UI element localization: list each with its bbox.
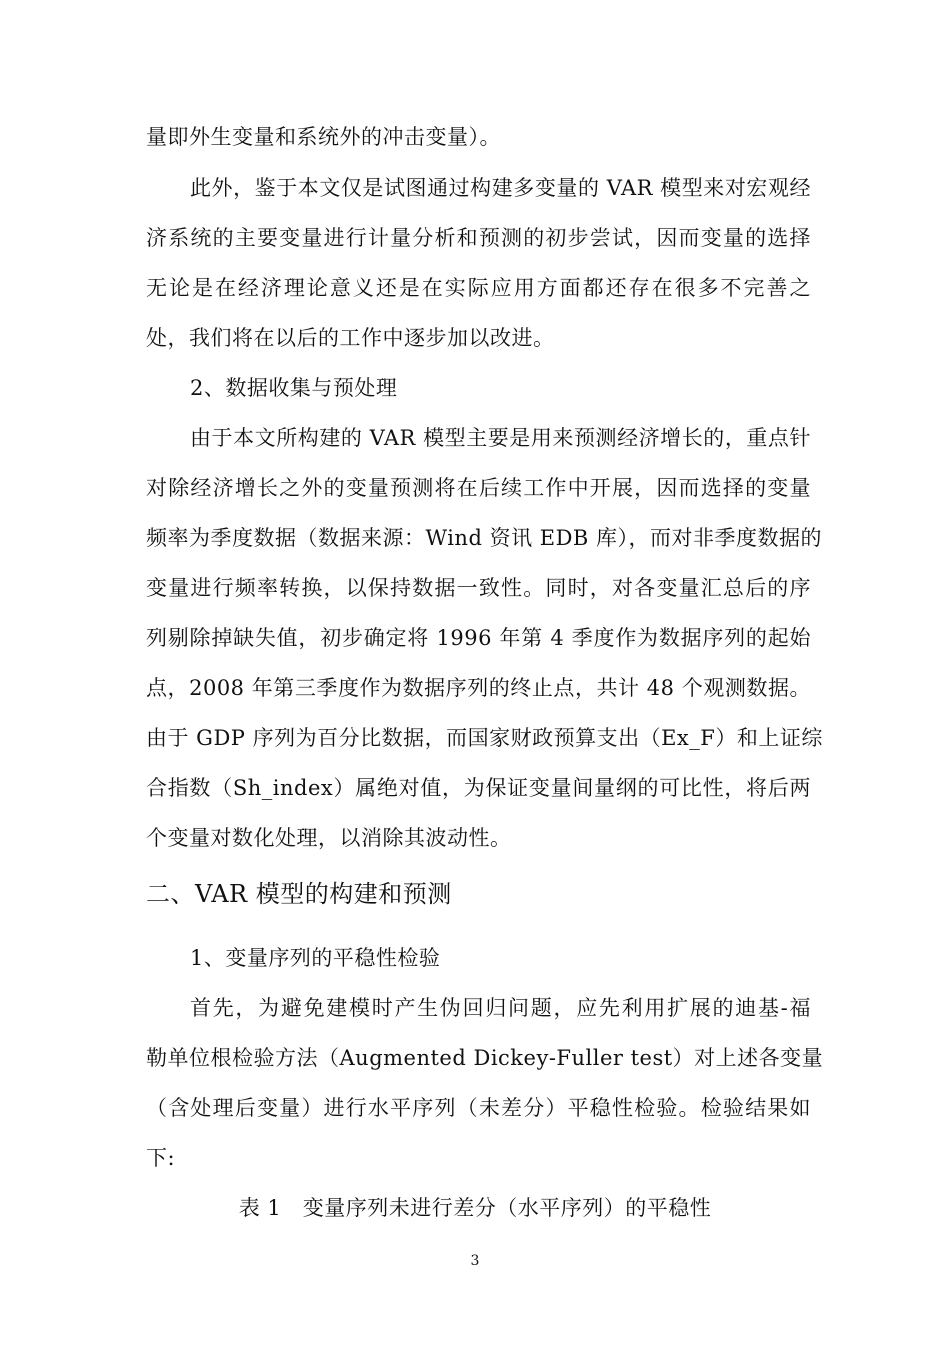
section-subheading: 2、数据收集与预处理 xyxy=(190,376,398,400)
paragraph-line: 勒单位根检验方法（Augmented Dickey-Fuller test）对上述各变量 xyxy=(146,1046,824,1070)
paragraph-line: 此外，鉴于本文仅是试图通过构建多变量的 VAR 模型来对宏观经 xyxy=(190,176,811,200)
paragraph-line: 处，我们将在以后的工作中逐步加以改进。 xyxy=(146,326,555,350)
paragraph-line: 由于 GDP 序列为百分比数据，而国家财政预算支出（Ex_F）和上证综 xyxy=(146,726,823,750)
paragraph-line: 频率为季度数据（数据来源：Wind 资讯 EDB 库），而对非季度数据的 xyxy=(146,526,823,550)
section-heading: 二、VAR 模型的构建和预测 xyxy=(146,880,452,908)
paragraph-line: （含处理后变量）进行水平序列（未差分）平稳性检验。检验结果如 xyxy=(146,1096,811,1120)
paragraph-line: 由于本文所构建的 VAR 模型主要是用来预测经济增长的，重点针 xyxy=(190,426,811,450)
paragraph-line: 对除经济增长之外的变量预测将在后续工作中开展，因而选择的变量 xyxy=(146,476,811,500)
paragraph-line: 首先，为避免建模时产生伪回归问题，应先利用扩展的迪基-福 xyxy=(190,996,811,1020)
paragraph-line: 列剔除掉缺失值，初步确定将 1996 年第 4 季度作为数据序列的起始 xyxy=(146,626,811,650)
table-caption: 表 1 变量序列未进行差分（水平序列）的平稳性 xyxy=(238,1196,712,1220)
paragraph-line: 点，2008 年第三季度作为数据序列的终止点，共计 48 个观测数据。 xyxy=(146,676,811,700)
page-number: 3 xyxy=(470,1253,480,1269)
section-subheading: 1、变量序列的平稳性检验 xyxy=(190,946,441,970)
paragraph-line: 量即外生变量和系统外的冲击变量）。 xyxy=(146,125,501,149)
paragraph-line: 变量进行频率转换，以保持数据一致性。同时，对各变量汇总后的序 xyxy=(146,576,811,600)
paragraph-line: 济系统的主要变量进行计量分析和预测的初步尝试，因而变量的选择 xyxy=(146,226,811,250)
paragraph-line: 无论是在经济理论意义还是在实际应用方面都还存在很多不完善之 xyxy=(146,276,811,300)
paragraph-line: 下: xyxy=(146,1146,176,1170)
paragraph-line: 合指数（Sh_index）属绝对值，为保证变量间量纲的可比性，将后两 xyxy=(146,776,811,800)
paragraph-line: 个变量对数化处理，以消除其波动性。 xyxy=(146,826,512,850)
